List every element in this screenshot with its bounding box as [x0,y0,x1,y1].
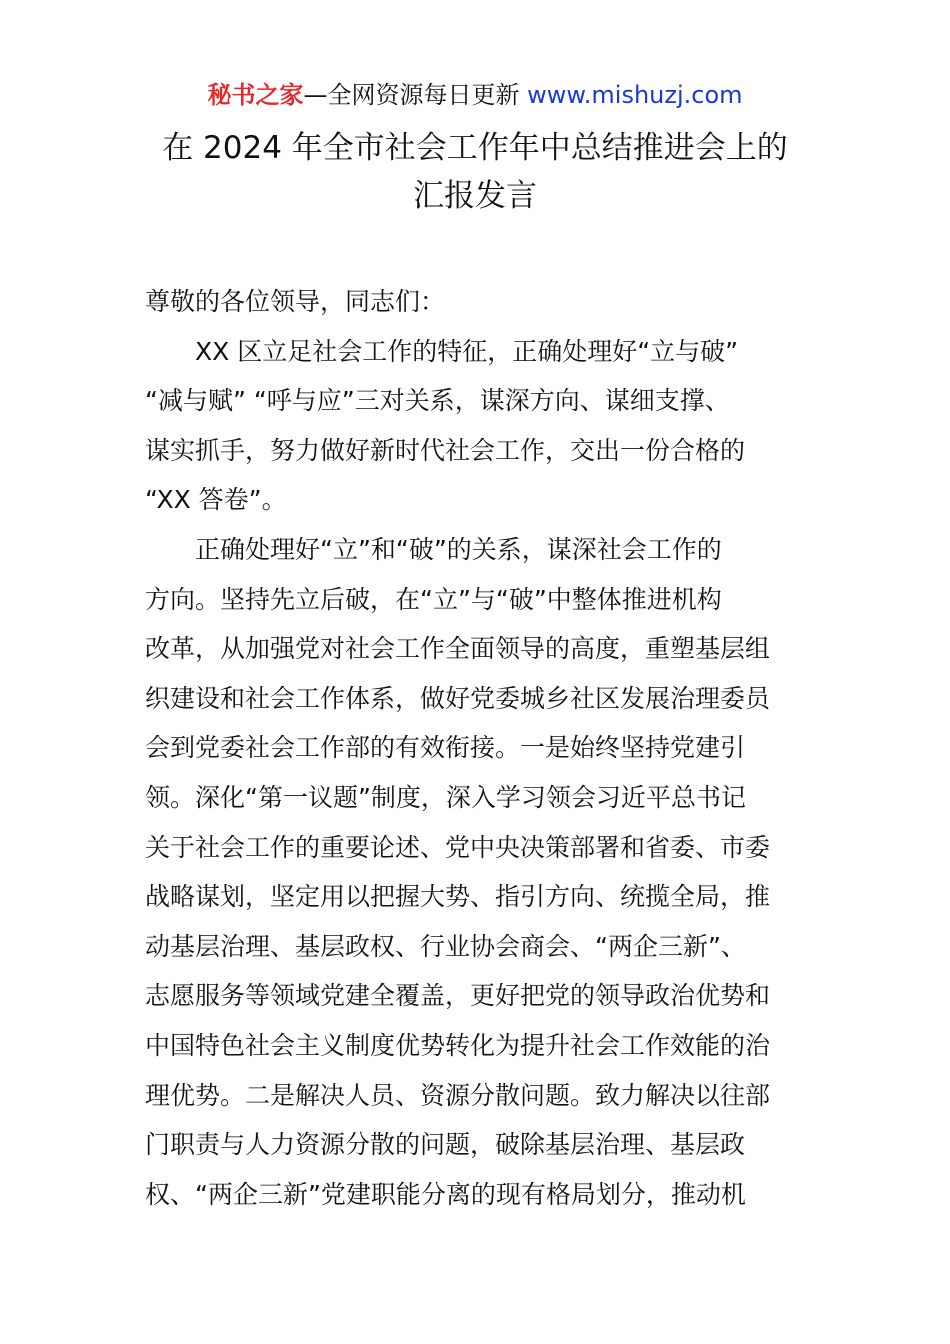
paragraph-line: 会到党委社会工作部的有效衔接。一是始终坚持党建引 [145,733,746,763]
paragraph-line: 方向。坚持先立后破，在“立”与“破”中整体推进机构 [145,584,722,614]
paragraph-line: 正确处理好“立”和“破”的关系，谋深社会工作的 [195,534,722,564]
paragraph-line: 谋实抓手，努力做好新时代社会工作，交出一份合格的 [145,435,746,465]
site-header [0,78,950,112]
document-title [0,124,950,220]
header-tagline: —全网资源每日更新 [303,81,528,109]
paragraph-line: 中国特色社会主义制度优势转化为提升社会工作效能的治 [145,1030,771,1060]
paragraph-line: 理优势。二是解决人员、资源分散问题。致力解决以往部 [145,1080,771,1110]
paragraph-line: “减与赋” “呼与应”三对关系，谋深方向、谋细支撑、 [145,386,730,416]
paragraph-line: 织建设和社会工作体系，做好党委城乡社区发展治理委员 [145,683,771,713]
paragraph-line: XX 区立足社会工作的特征，正确处理好“立与破” [195,336,739,366]
document-body [145,277,815,1219]
paragraph-line: 门职责与人力资源分散的问题，破除基层治理、基层政 [145,1130,746,1160]
paragraph-line: 改革，从加强党对社会工作全面领导的高度，重塑基层组 [145,634,771,664]
paragraph-line: “XX 答卷”。 [145,485,287,515]
paragraph-line: 权、“两企三新”党建职能分离的现有格局划分，推动机 [145,1179,746,1209]
paragraph-line: 领。深化“第一议题”制度，深入学习领会习近平总书记 [145,782,746,812]
paragraph-line: 关于社会工作的重要论述、党中央决策部署和省委、市委 [145,832,771,862]
paragraph-line: 志愿服务等领域党建全覆盖，更好把党的领导政治优势和 [145,981,771,1011]
site-url-link[interactable]: www.mishuzj.com [527,81,743,109]
title-line: 汇报发言 [413,178,537,214]
brand-name: 秘书之家 [207,81,304,109]
paragraph-line: 战略谋划，坚定用以把握大势、指引方向、统揽全局，推 [145,882,771,912]
title-line: 在 2024 年全市社会工作年中总结推进会上的 [162,130,788,166]
salutation: 尊敬的各位领导，同志们： [145,287,446,316]
paragraph-line: 动基层治理、基层政权、行业协会商会、“两企三新”、 [145,931,746,961]
